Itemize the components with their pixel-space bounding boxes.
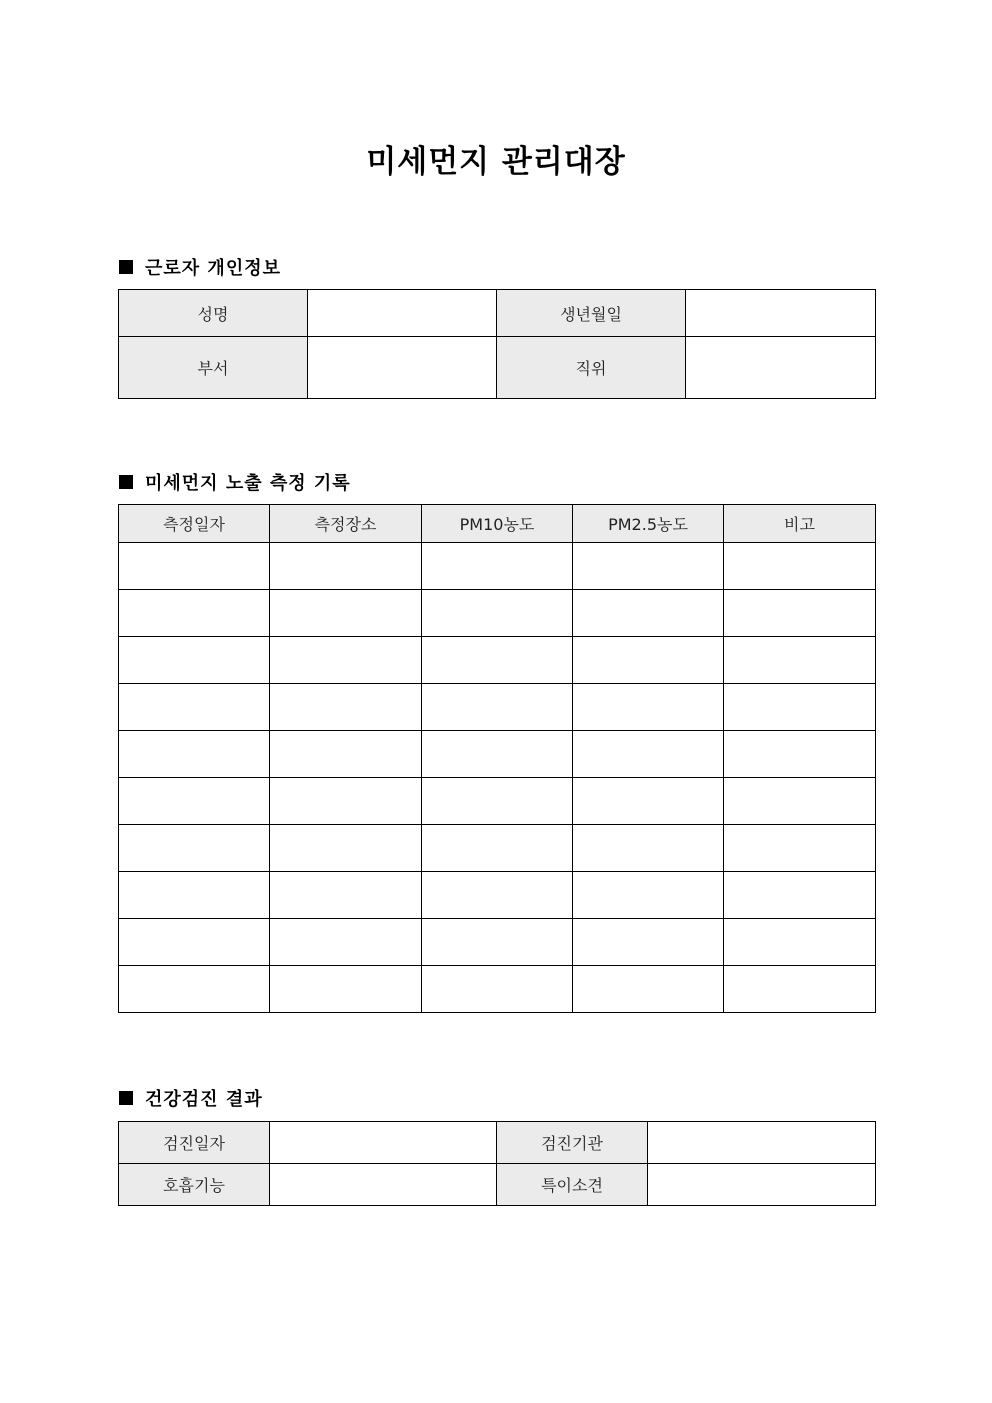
table-row	[119, 966, 876, 1013]
section-heading-health	[119, 1085, 263, 1111]
column-header: 측정일자	[119, 505, 270, 543]
remarks-field[interactable]	[648, 1164, 876, 1206]
table-row	[119, 872, 876, 919]
column-header: 측정장소	[270, 505, 422, 543]
page-title: 미세먼지 관리대장	[366, 144, 626, 180]
name-label: 성명	[119, 290, 308, 337]
table-row	[119, 637, 876, 684]
square-bullet-icon	[119, 475, 133, 489]
table-cell[interactable]	[119, 825, 270, 872]
column-header: PM10농도	[422, 505, 573, 543]
section-heading-personal	[119, 254, 281, 280]
square-bullet-icon	[119, 1091, 133, 1105]
table-cell[interactable]	[119, 543, 270, 590]
table-cell[interactable]	[573, 684, 724, 731]
table-cell[interactable]	[724, 637, 876, 684]
table-cell[interactable]	[573, 543, 724, 590]
table-cell[interactable]	[573, 872, 724, 919]
table-cell[interactable]	[119, 637, 270, 684]
table-cell[interactable]	[270, 684, 422, 731]
exam-institution-field[interactable]	[648, 1122, 876, 1164]
table-cell[interactable]	[422, 543, 573, 590]
table-cell[interactable]	[573, 778, 724, 825]
respiratory-function-field[interactable]	[270, 1164, 497, 1206]
position-field[interactable]	[686, 337, 876, 399]
birth-date-label: 생년월일	[497, 290, 686, 337]
table-cell[interactable]	[119, 590, 270, 637]
table-row	[119, 919, 876, 966]
measurement-table	[118, 504, 876, 1013]
table-cell[interactable]	[724, 731, 876, 778]
exam-date-label: 검진일자	[119, 1122, 270, 1164]
table-cell[interactable]	[270, 590, 422, 637]
table-cell[interactable]	[270, 637, 422, 684]
table-cell[interactable]	[422, 637, 573, 684]
table-cell[interactable]	[573, 637, 724, 684]
table-cell[interactable]	[724, 543, 876, 590]
table-cell[interactable]	[119, 872, 270, 919]
table-cell[interactable]	[422, 731, 573, 778]
table-cell[interactable]	[573, 731, 724, 778]
square-bullet-icon	[119, 260, 133, 274]
table-row	[119, 731, 876, 778]
table-cell[interactable]	[573, 590, 724, 637]
table-cell[interactable]	[119, 919, 270, 966]
table-cell[interactable]	[724, 684, 876, 731]
table-cell[interactable]	[270, 872, 422, 919]
table-cell[interactable]	[270, 731, 422, 778]
section-heading-health-text: 건강검진 결과	[145, 1089, 263, 1110]
department-field[interactable]	[308, 337, 497, 399]
name-field[interactable]	[308, 290, 497, 337]
personal-info-table	[118, 289, 876, 399]
table-cell[interactable]	[270, 778, 422, 825]
section-heading-measurement	[119, 469, 351, 495]
table-cell[interactable]	[422, 778, 573, 825]
table-cell[interactable]	[270, 543, 422, 590]
birth-date-field[interactable]	[686, 290, 876, 337]
table-cell[interactable]	[573, 825, 724, 872]
table-cell[interactable]	[119, 966, 270, 1013]
table-cell[interactable]	[422, 684, 573, 731]
exam-institution-label: 검진기관	[497, 1122, 648, 1164]
table-cell[interactable]	[724, 872, 876, 919]
health-exam-table	[118, 1121, 876, 1206]
table-cell[interactable]	[422, 590, 573, 637]
section-heading-measurement-text: 미세먼지 노출 측정 기록	[145, 473, 351, 494]
table-row	[119, 825, 876, 872]
remarks-label: 특이소견	[497, 1164, 648, 1206]
exam-date-field[interactable]	[270, 1122, 497, 1164]
table-row	[119, 543, 876, 590]
respiratory-function-label: 호흡기능	[119, 1164, 270, 1206]
department-label: 부서	[119, 337, 308, 399]
table-cell[interactable]	[573, 919, 724, 966]
table-cell[interactable]	[724, 590, 876, 637]
table-cell[interactable]	[422, 825, 573, 872]
table-row	[119, 684, 876, 731]
table-cell[interactable]	[270, 825, 422, 872]
table-row	[119, 590, 876, 637]
position-label: 직위	[497, 337, 686, 399]
table-cell[interactable]	[422, 966, 573, 1013]
table-cell[interactable]	[724, 919, 876, 966]
table-cell[interactable]	[270, 919, 422, 966]
column-header: PM2.5농도	[573, 505, 724, 543]
table-cell[interactable]	[724, 966, 876, 1013]
table-cell[interactable]	[422, 919, 573, 966]
table-cell[interactable]	[724, 825, 876, 872]
table-cell[interactable]	[724, 778, 876, 825]
table-cell[interactable]	[119, 778, 270, 825]
measurement-header-row	[119, 505, 876, 543]
table-cell[interactable]	[573, 966, 724, 1013]
table-row	[119, 778, 876, 825]
section-heading-personal-text: 근로자 개인정보	[145, 258, 281, 279]
table-cell[interactable]	[422, 872, 573, 919]
table-cell[interactable]	[119, 731, 270, 778]
table-cell[interactable]	[270, 966, 422, 1013]
table-cell[interactable]	[119, 684, 270, 731]
column-header: 비고	[724, 505, 876, 543]
